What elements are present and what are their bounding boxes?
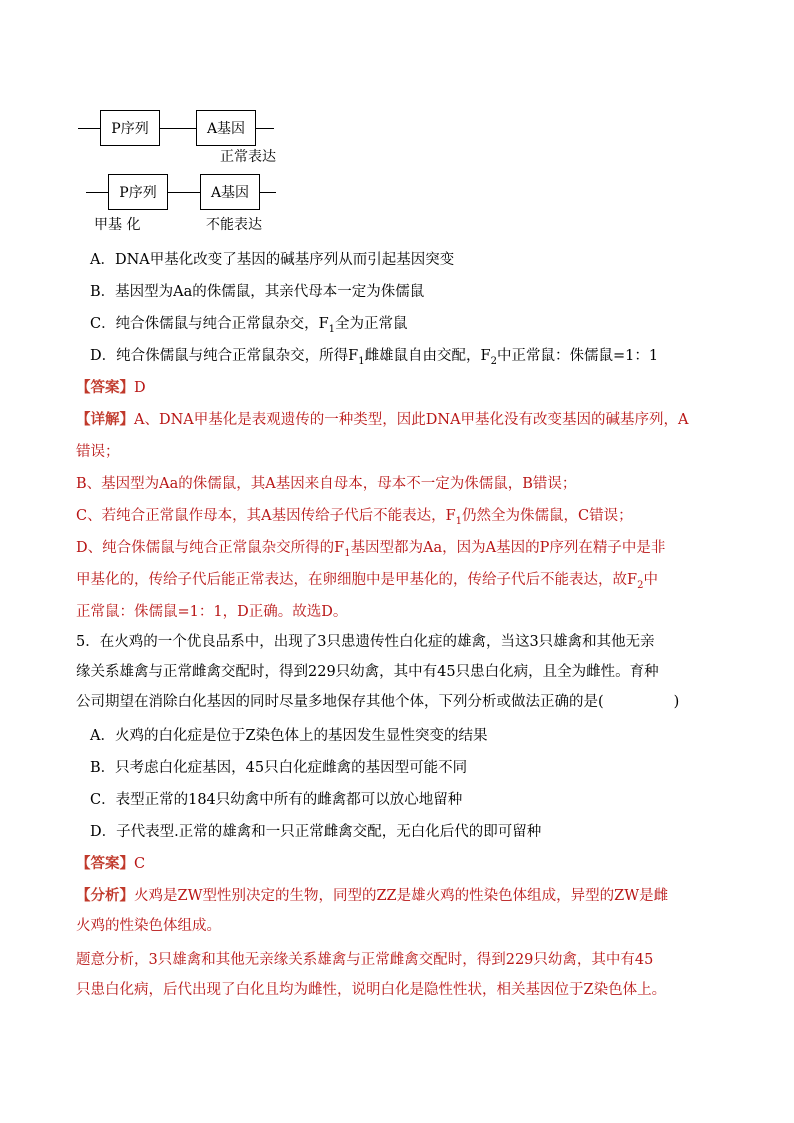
analysis-tag: 【分析】	[76, 887, 134, 904]
diagram-line	[78, 128, 100, 129]
text: 公司期望在消除白化基因的同时尽量多地保存其他个体，下列分析或做法正确的是(	[76, 694, 604, 710]
q4-detail-line	[76, 409, 689, 431]
a-gene-box: A基因	[196, 110, 256, 146]
q5-analysis-line	[76, 885, 668, 907]
text: 火鸡是ZW型性别决定的生物，同型的ZZ是雄火鸡的性染色体组成，异型的ZW是雌	[134, 888, 669, 904]
text: D．纯合侏儒鼠与纯合正常鼠杂交，所得F	[90, 348, 359, 364]
subscript: 2	[637, 579, 644, 591]
q5-option-c: C．表型正常的184只幼禽中所有的雌禽都可以放心地留种	[90, 792, 463, 808]
q5-stem-line: 缘关系雄禽与正常雌禽交配时，得到229只幼禽，其中有45只患白化病，且全为雌性。育种	[76, 664, 659, 680]
detail-tag: 【详解】	[76, 411, 134, 428]
q4-detail-line: B、基因型为Aa的侏儒鼠，其A基因来自母本，母本不一定为侏儒鼠，B错误；	[76, 476, 577, 492]
q4-option-b: B．基因型为Aa的侏儒鼠，其亲代母本一定为侏儒鼠	[90, 284, 425, 300]
text: 甲基化的，传给子代后能正常表达，在卵细胞中是甲基化的，传给子代后不能表达，故F	[76, 572, 638, 588]
text: C、若纯合正常鼠作母本，其A基因传给子代后不能表达，F	[76, 508, 456, 524]
p-sequence-box-methylated: P序列	[108, 174, 168, 210]
text: )	[673, 694, 680, 710]
text: 中正常鼠：侏儒鼠=1：1	[497, 348, 659, 364]
normal-expression-label: 正常表达	[220, 149, 276, 165]
subscript: 1	[358, 355, 365, 367]
text: 仍然全为侏儒鼠，C错误；	[462, 508, 633, 524]
p-sequence-box: P序列	[100, 110, 160, 146]
subscript: 1	[344, 547, 351, 559]
text: 基因型都为Aa，因为A基因的P序列在精子中是非	[350, 540, 666, 556]
q5-analysis-line: 题意分析，3只雄禽和其他无亲缘关系雄禽与正常雌禽交配时，得到229只幼禽，其中有45	[76, 952, 654, 968]
q5-stem-line: 5．在火鸡的一个优良品系中，出现了3只患遗传性白化症的雄禽，当这3只雄禽和其他无亲	[76, 634, 655, 650]
answer-tag: 【答案】	[76, 379, 134, 396]
q4-detail-line	[76, 537, 665, 565]
no-expression-label: 不能表达	[206, 217, 262, 233]
text: D、纯合侏儒鼠与纯合正常鼠杂交所得的F	[76, 540, 345, 556]
diagram-line	[160, 128, 196, 129]
diagram-line	[168, 192, 200, 193]
q4-option-a: A．DNA甲基化改变了基因的碱基序列从而引起基因突变	[90, 252, 455, 268]
methylation-label: 甲基 化	[94, 217, 141, 233]
q5-answer	[76, 853, 145, 875]
diagram-line	[256, 128, 274, 129]
q5-analysis-line: 火鸡的性染色体组成。	[76, 918, 221, 934]
text: A、DNA甲基化是表观遗传的一种类型，因此DNA甲基化没有改变基因的碱基序列，A	[134, 412, 689, 428]
subscript: 1	[455, 515, 462, 527]
answer-value: D	[134, 380, 146, 396]
q4-detail-line: 错误；	[76, 444, 120, 460]
subscript: 2	[490, 355, 497, 367]
methylation-diagram	[78, 108, 318, 238]
q5-option-d: D．子代表型.正常的雄禽和一只正常雌禽交配，无白化后代的即可留种	[90, 824, 542, 840]
text: 中	[643, 572, 658, 588]
q5-option-a: A．火鸡的白化症是位于Z染色体上的基因发生显性突变的结果	[90, 728, 488, 744]
diagram-line	[86, 192, 108, 193]
text: 全为正常鼠	[335, 316, 408, 332]
text: 雌雄鼠自由交配，F	[364, 348, 491, 364]
q4-detail-line	[76, 569, 658, 597]
q4-option-d	[90, 345, 658, 373]
q4-detail-line: 正常鼠：侏儒鼠=1：1，D正确。故选D。	[76, 604, 348, 620]
q4-option-c	[90, 313, 408, 341]
answer-value: C	[134, 856, 146, 872]
answer-tag: 【答案】	[76, 855, 134, 872]
diagram-line	[260, 192, 276, 193]
text: C．纯合侏儒鼠与纯合正常鼠杂交，F	[90, 316, 329, 332]
q5-analysis-line: 只患白化病，后代出现了白化且均为雌性，说明白化是隐性性状，相关基因位于Z染色体上。	[76, 982, 667, 998]
subscript: 1	[328, 323, 336, 335]
q5-option-b: B．只考虑白化症基因，45只白化症雌禽的基因型可能不同	[90, 760, 468, 776]
q5-stem-line	[76, 691, 679, 713]
a-gene-box-silenced: A基因	[200, 174, 260, 210]
q4-answer	[76, 377, 146, 399]
q4-detail-line	[76, 505, 633, 533]
